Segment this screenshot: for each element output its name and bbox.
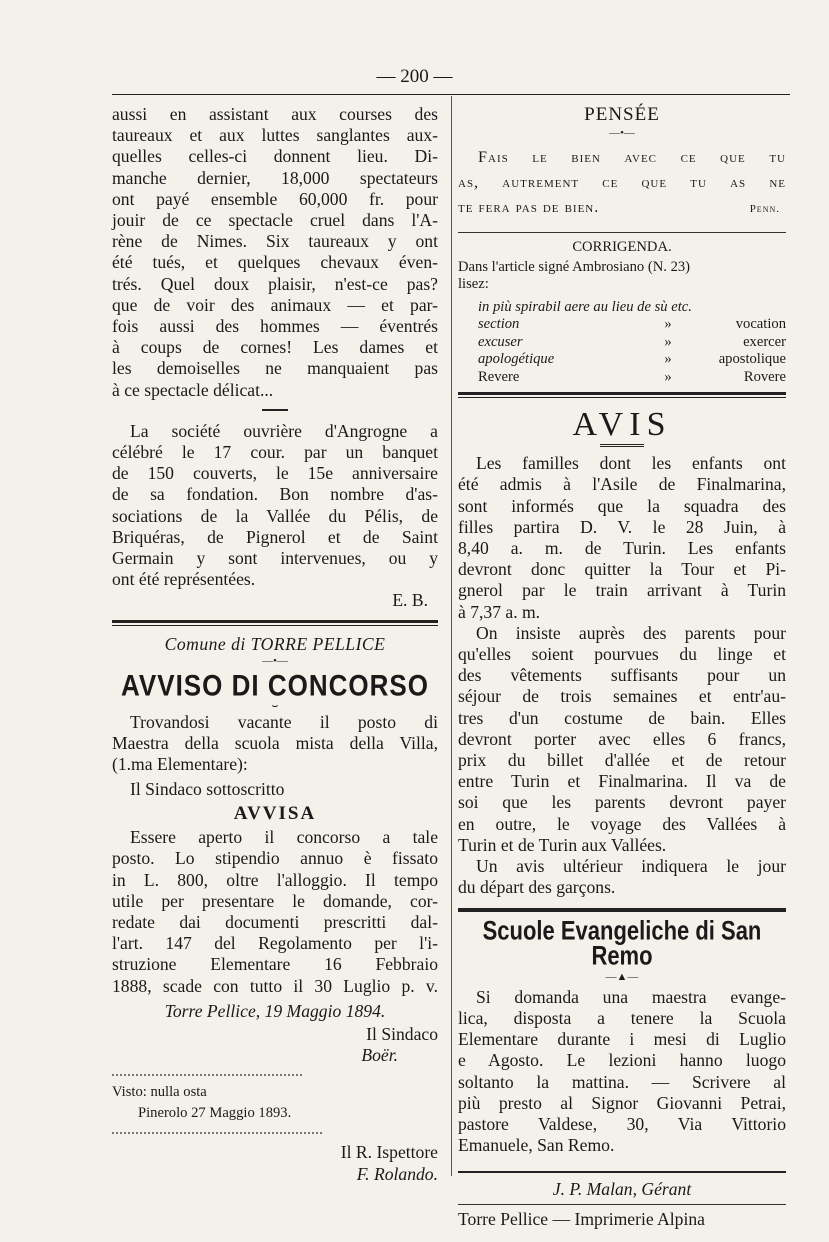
rule xyxy=(458,1171,786,1173)
pensee-title: PENSÉE xyxy=(584,104,660,125)
text-line: jouir de ce spectacle cruel dans l'A- xyxy=(112,210,438,231)
pensee-last-line xyxy=(458,195,786,222)
pensee-quote-cont xyxy=(458,170,786,222)
text-line: à ce spectacle délicat... xyxy=(112,379,274,400)
comune-header: Comune di TORRE PELLICE xyxy=(164,633,386,654)
text-line: Essere aperto il concorso a tale xyxy=(130,827,438,848)
right-column xyxy=(458,104,786,1230)
text-line: in L. 800, oltre l'alloggio. Il tempo xyxy=(112,869,438,890)
text-line: as, autrement ce que tu as ne xyxy=(458,173,786,192)
text-line: sociations de la Vallée du Pélis, de xyxy=(112,505,438,526)
corr-arrow: » xyxy=(664,351,672,368)
sindaco-line: Il Sindaco sottoscritto xyxy=(130,778,285,799)
text-line: più presto al Signor Giovanni Petrai, xyxy=(458,1092,786,1113)
text-line: Germain y sont intervenues, ou y xyxy=(112,548,438,569)
avis-paragraph xyxy=(458,623,786,856)
text-line: 1888, scade con tutto il 30 Luglio p. v. xyxy=(112,975,438,996)
corr-right: vocation xyxy=(735,316,786,333)
left-column xyxy=(112,104,438,1185)
avvisa-heading: AVVISA xyxy=(233,802,317,824)
text-line: du départ des garçons. xyxy=(458,877,616,898)
text-line: à coups de cornes! Les dames et xyxy=(112,337,438,358)
text-line: l'art. 147 del Regolamento per l'i- xyxy=(112,933,438,954)
wavy-divider xyxy=(112,1132,322,1134)
text-line: été tués, et quelques chevaux éven- xyxy=(112,252,438,273)
text-line: Les familles dont les enfants ont xyxy=(476,453,786,474)
ornament: —•— xyxy=(609,127,635,140)
corrigenda-first: in più spirabil aere au lieu de sù etc. xyxy=(478,298,692,315)
text-line: filles partira D. V. le 28 Juin, à xyxy=(458,516,786,537)
corr-right: Rovere xyxy=(743,368,786,385)
text-line: en outre, le voyage des Vallées à xyxy=(458,813,786,834)
text-line: Trovandosi vacante il posto di xyxy=(130,712,438,733)
corrigenda-intro xyxy=(458,259,786,294)
angrogne-paragraph xyxy=(112,421,438,591)
corr-arrow: » xyxy=(664,316,672,333)
corr-wrong: excuser xyxy=(478,333,523,350)
text-line: (1.ma Elementare): xyxy=(112,754,248,775)
gerant-line: J. P. Malan, Gérant xyxy=(552,1178,692,1199)
header-rule xyxy=(112,94,790,95)
avviso-title: AVVISO DI CONCORSO xyxy=(121,667,429,703)
pensee-quote xyxy=(458,145,786,170)
rule xyxy=(458,1204,786,1205)
text-line: Si domanda una maestra evange- xyxy=(476,986,786,1007)
section-dash xyxy=(262,409,288,411)
text-line: manche dernier, 18,000 spectateurs xyxy=(112,167,438,188)
avviso-body xyxy=(112,827,438,997)
text-line: struzione Elementare 16 Febbraio xyxy=(112,954,438,975)
text-line: Elementare durante i mesi di Luglio xyxy=(458,1029,786,1050)
text-line: taureaux et aux luttes sanglantes aux- xyxy=(112,125,438,146)
corrigenda-row xyxy=(478,334,786,352)
text-line: soi que les parents devront payer xyxy=(458,792,786,813)
text-line: devront porter avec elles 6 francs, xyxy=(458,728,786,749)
sindaco-title: Il Sindaco xyxy=(366,1023,438,1044)
avviso-paragraph xyxy=(112,712,438,776)
imprimerie-line: Torre Pellice — Imprimerie Alpina xyxy=(458,1208,705,1229)
pensee-author: Penn. xyxy=(749,203,780,216)
text-line: été admis à l'Asile de Finalmarina, xyxy=(458,474,786,495)
text-line: fois aussi des hommes — éventrés xyxy=(112,316,438,337)
text-line: que de voir des animaux — et par- xyxy=(112,294,438,315)
corrigenda-row xyxy=(478,369,786,387)
rule xyxy=(458,232,786,233)
corr-wrong: apologétique xyxy=(478,351,555,368)
corrigenda-row xyxy=(478,316,786,334)
corr-arrow: » xyxy=(664,333,672,350)
text-line: Turin et de Turin aux Vallées. xyxy=(458,834,667,855)
wavy-divider xyxy=(112,1074,302,1076)
visto-line: Visto: nulla osta xyxy=(112,1084,207,1101)
corrigenda-title: CORRIGENDA. xyxy=(572,239,672,256)
text-line: soltanto la mattina. — Scrivere al xyxy=(458,1071,786,1092)
place-date: Torre Pellice, 19 Maggio 1894. xyxy=(164,1000,386,1021)
ispettore-title: Il R. Ispettore xyxy=(340,1142,438,1163)
corr-right: exercer xyxy=(743,333,786,350)
avis-paragraph xyxy=(458,453,786,623)
ornament: —▲— xyxy=(605,970,639,983)
text-line: posto. Lo stipendio annuo è fissato xyxy=(112,848,438,869)
scuole-title: Scuole Evangeliche di San Remo xyxy=(482,915,762,972)
text-line: 8,40 a. m. de Turin. Les enfants xyxy=(458,538,786,559)
signature-initials: E. B. xyxy=(392,590,428,611)
text-line: redate dai documenti prescritti dal- xyxy=(112,911,438,932)
text-line: prix du billet d'allée et de retour xyxy=(458,750,786,771)
text-line: de sa fondation. Bon nombre d'as- xyxy=(112,484,438,505)
text-line: trés. Quel doux plaisir, n'est-ce pas? xyxy=(112,273,438,294)
text-line: entre Turin et Finalmarina. Il va de xyxy=(458,771,786,792)
text-line: aussi en assistant aux courses des xyxy=(112,104,438,124)
text-line: quelles celles-ci donnent lieu. Di- xyxy=(112,146,438,167)
text-line: célébré le 17 cour. par un banquet xyxy=(112,442,438,463)
text-line: rène de Nimes. Six taureaux y ont xyxy=(112,231,438,252)
text-line: qu'elles soient pourvues du linge et xyxy=(458,644,786,665)
text-line: sont informés que la squadra des xyxy=(458,495,786,516)
text-line: de 150 couverts, le 15e anniversaire xyxy=(112,463,438,484)
text-line: à 7,37 a. m. xyxy=(458,601,541,622)
scuole-paragraph xyxy=(458,987,786,1157)
text-line: des vêtements suffisants pour un xyxy=(458,665,786,686)
avis-paragraph xyxy=(458,856,786,898)
ispettore-name: F. Rolando. xyxy=(356,1163,438,1184)
text-line: ont été représentées. xyxy=(112,569,256,590)
text-line: Maestra della scuola mista della Villa, xyxy=(112,733,438,754)
text-line: lica, disposta a tenere la Scuola xyxy=(458,1008,786,1029)
text-line: lisez: xyxy=(458,276,489,293)
text-line: ont payé ensemble 60,000 fr. pour xyxy=(112,188,438,209)
corr-wrong: section xyxy=(478,316,520,333)
heavy-rule xyxy=(458,908,786,912)
page-number: — 200 — xyxy=(376,66,453,87)
text-line: séjour de trois semaines et entr'au- xyxy=(458,686,786,707)
text-line: On insiste auprès des parents pour xyxy=(476,622,786,643)
corr-right: apostolique xyxy=(718,351,786,368)
double-rule xyxy=(458,392,786,398)
text-line: gnerol par le train arrivant à Turin xyxy=(458,580,786,601)
avis-title: AVIS xyxy=(572,406,672,444)
text-line: Emanuele, San Remo. xyxy=(458,1135,615,1156)
text-line: Un avis ultérieur indiquera le jour xyxy=(476,856,786,877)
corr-wrong: Revere xyxy=(478,368,520,385)
text-line: devront donc quitter la Tour et Pi- xyxy=(458,559,786,580)
double-rule xyxy=(112,620,438,626)
text-line: utile per presentare le domande, cor- xyxy=(112,890,438,911)
text-line: les demoiselles ne manquaient pas xyxy=(112,358,438,379)
text-line: Fais le bien avec ce que tu xyxy=(478,148,786,167)
text-line: Dans l'article signé Ambrosiano (N. 23) xyxy=(458,258,691,275)
text-line: Briquéras, de Pignerol et de Saint xyxy=(112,526,438,547)
sindaco-name: Boër. xyxy=(361,1045,398,1066)
corrigenda-row xyxy=(478,351,786,369)
corrigenda-table xyxy=(458,316,786,386)
text-line: e Agosto. Le lezioni hanno luogo xyxy=(458,1050,786,1071)
ornament: ⌣ xyxy=(271,700,279,713)
text-line: La société ouvrière d'Angrogne a xyxy=(130,420,438,441)
bullfight-paragraph xyxy=(112,104,438,401)
text-line: te fera pas de bien. xyxy=(458,198,600,217)
corr-arrow: » xyxy=(664,368,672,385)
ornament-rule xyxy=(600,444,644,447)
text-line: tres d'un costume de bain. Elles xyxy=(458,707,786,728)
text-line: pastore Valdese, 30, Via Vittorio xyxy=(458,1114,786,1135)
column-separator xyxy=(451,96,452,1176)
visto-date: Pinerolo 27 Maggio 1893. xyxy=(138,1104,292,1121)
ornament: —•— xyxy=(262,654,288,667)
